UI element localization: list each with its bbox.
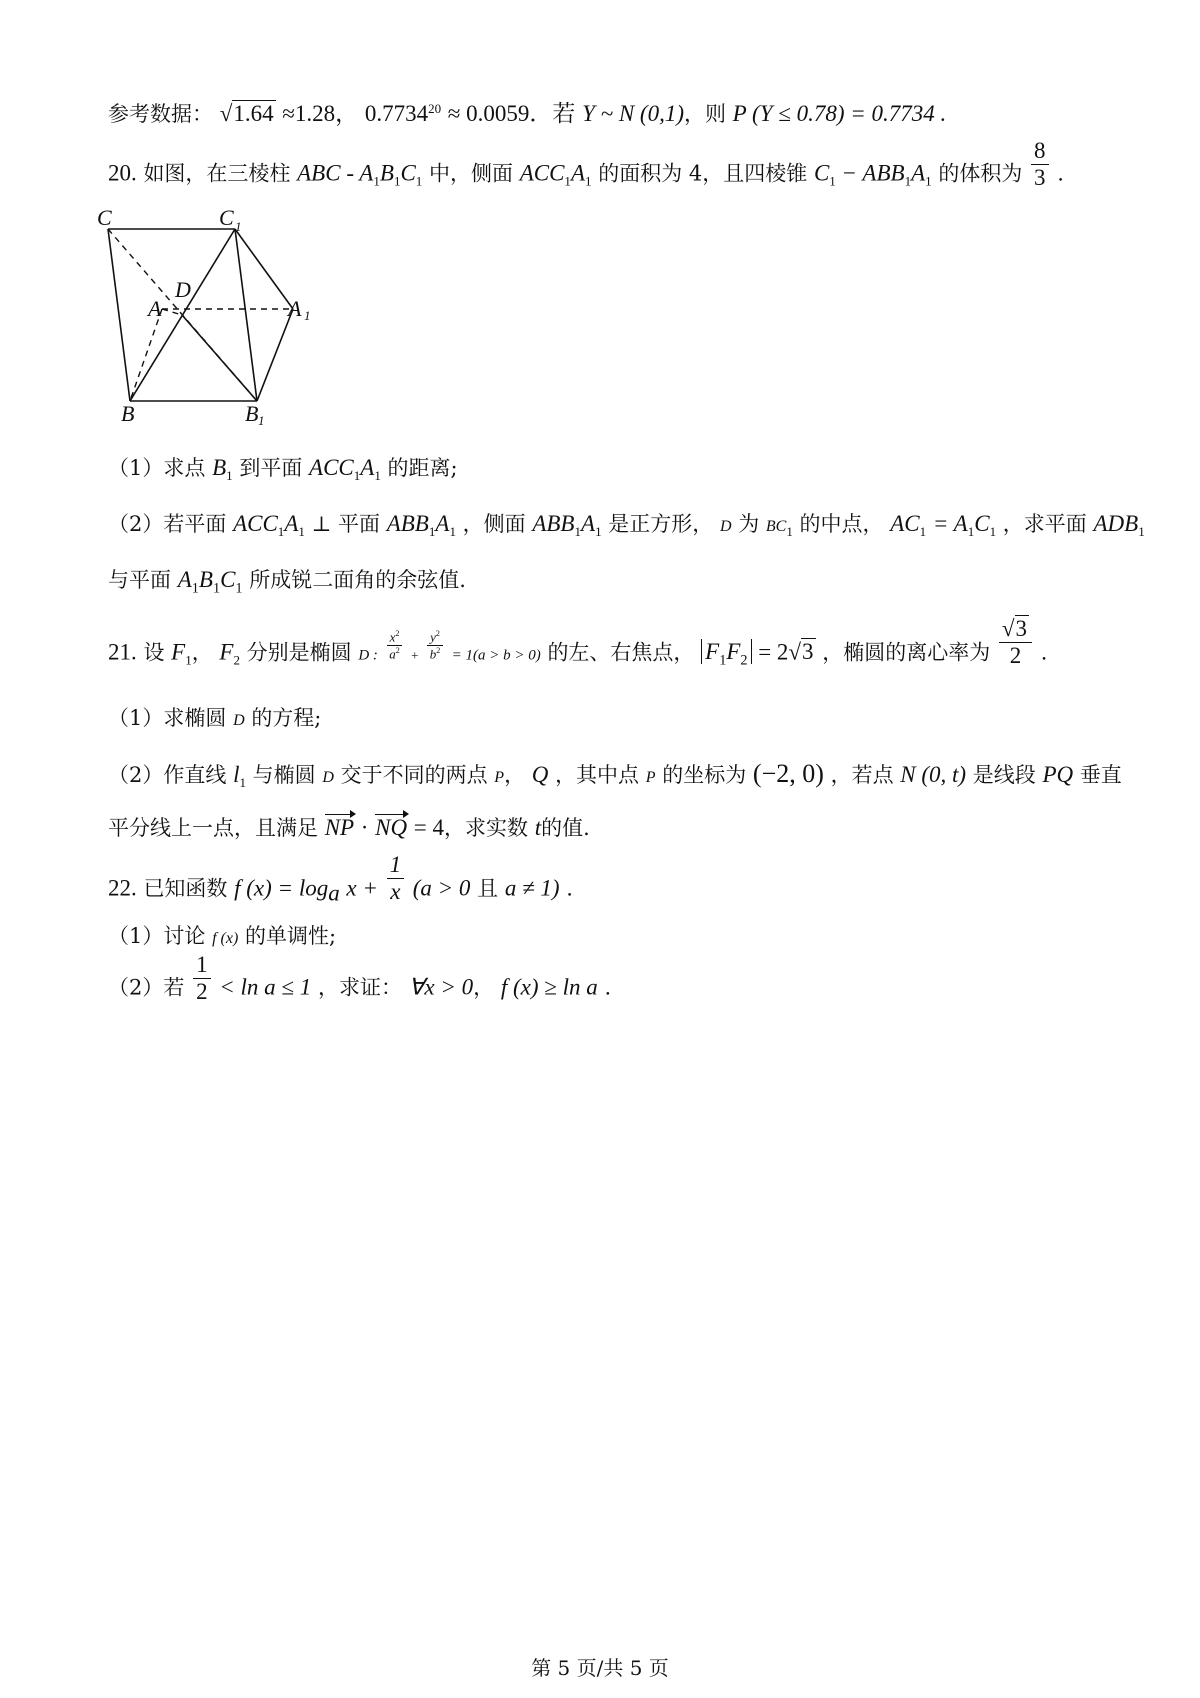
label-c1-sub: 1 [235,219,242,234]
sqrt3: 3 [802,639,814,665]
label-a1: A [288,296,302,321]
sub: 1 [235,580,243,597]
q21-p2-t6: ，若点 [830,763,894,787]
sub: 1 [277,524,285,540]
p2-t3: 是正方形， [608,512,714,536]
sub: 1 [829,173,836,189]
q21-t4: 的左、右焦点， [547,640,695,665]
reference-data-line [108,100,946,128]
perp: ⊥ 平面 [311,512,381,536]
one-half [193,952,211,1006]
q21-p2-t8: 垂直 [1079,763,1122,787]
label-a1-sub: 1 [304,308,311,323]
period: . [1040,640,1048,665]
label-d: D [175,277,191,302]
focus-f2: F [219,639,234,665]
forall: ∀x > 0 [408,974,474,1000]
sub-2: 2 [233,652,240,668]
q21-p2-t5: 的坐标为 [662,763,747,787]
sub: 1 [786,524,793,540]
approx-1: ≈1.28， [282,101,359,126]
label-a: A [148,296,162,321]
p1-mid: 到平面 [239,456,303,480]
face-a: A [570,160,585,186]
sub: 1 [428,524,436,540]
eq-lhs: AC [890,511,920,536]
sub: 1 [585,173,592,189]
q20-statement [108,138,1064,192]
e-den: 2 [1009,643,1022,669]
label-b: B [121,401,135,426]
probability: P (Y ≤ 0.78) = 0.7734 . [732,101,947,126]
function-f: f (x) = log [234,875,329,901]
point-b1: B [212,455,227,480]
point-p-2: P [645,769,656,786]
q21-p2-t3: 交于不同的两点 [340,763,488,787]
q22-p1: （1）讨论 [108,924,206,948]
cond-1: (a > 0 [412,875,471,901]
point-n: N (0, t) [900,762,967,787]
log-base: a [328,880,340,906]
fx: f (x) [212,930,239,947]
q22-t1: 已知函数 [143,876,228,901]
distribution: Y ~ N (0,1) [582,101,684,126]
approx-2: ≈ 0.0059．若 [447,101,576,126]
eq4: = 4 [413,815,444,840]
comma: ， [504,763,526,787]
sub: 1 [212,580,221,597]
sub: 1 [298,524,305,540]
x-over-a: $\frac{x^2}{a^2}$ [387,629,403,663]
frac-den: 2 [196,979,208,1005]
ellipse-condition: = 1(a > b > 0) [451,647,541,664]
sqrt-arg: 1.64 [233,101,274,126]
q21-p1-end: 的方程; [251,706,322,730]
q21-p2-t4: ，其中点 [555,763,640,787]
cond-2: a ≠ 1) [504,875,560,901]
sub: 1 [374,468,381,484]
edge-cb [108,229,130,401]
q21-line2c: 的值. [541,816,590,840]
power-exp: 20 [428,101,442,116]
q20-number: 20. [108,160,137,186]
q22-part1 [108,924,336,949]
q21-p2-lead: （2）作直线 [108,763,227,787]
q21-t1: 设 [143,640,165,665]
x: x [389,629,396,645]
q22-p2: （2）若 [108,975,185,1000]
var-t: t [534,815,542,840]
q21-p2-t7: 是线段 [972,763,1036,787]
p1-end: 的距离; [387,456,458,480]
prism-name: ABC - A [297,160,374,186]
q21-part2-line2 [108,814,590,842]
q21-t2: ， [191,640,213,665]
sub: 1 [595,524,602,540]
f1: F [705,639,720,665]
comma: ， [473,975,495,1000]
frac-num: 1 [193,952,211,979]
segment-bc1: BC [765,518,787,535]
sub-2: 2 [740,653,748,670]
focus-f1: F [171,639,186,665]
edge-ad-dashed [162,309,182,315]
p2-line2b: 所成锐二面角的余弦值. [249,568,466,592]
sub: 1 [449,524,456,540]
p2-lead: （2）若平面 [108,512,227,536]
face2b-a: A [581,511,596,536]
q21-line2b: ，求实数 [444,816,528,840]
inequality: < ln a ≤ 1 [219,974,312,1000]
ellipse-name: D : [358,647,378,664]
sub: 1 [925,173,932,189]
y-over-b: $\frac{y^2}{b^2}$ [427,629,443,663]
q21-statement: 21. 设 $F_1$， $F_2$ 分别是椭圆 D : $\frac{x^2}{a^2}$ + $\frac{y^2}{b^2}$ = 1(a > b > 0) 的左、右焦点， $F_1F_2 = 2√3$ ，椭圆的离心率为 $\frac{√3}{2}$ . [108,616,1048,670]
a: a [389,646,396,662]
q20-text-2: 中，侧面 [429,161,513,186]
sub: 1 [564,173,571,189]
label-c1: C [219,205,234,230]
focal-distance: $F_1F_2$ [701,639,751,664]
vector-np: NP [324,815,355,840]
frac-den: 3 [1034,165,1046,191]
label-b1: B [245,401,259,426]
sub: 1 [904,173,912,189]
p1-face-a: A [360,455,375,480]
sub: 1 [415,173,423,189]
p2-t2: ，侧面 [462,512,526,536]
p2-t4: 为 [738,512,760,536]
one-over-x [387,852,405,906]
sub: 1 [191,580,199,597]
sub: 1 [353,468,361,484]
eccentricity: $\frac{√3}{2}$ [999,616,1032,670]
q22-part2 [108,952,612,1006]
prism-figure [95,205,365,450]
q20-part2-line1 [108,510,1145,540]
face-abb1a1: ABB [386,511,429,536]
edge-a1b1 [257,309,293,401]
prove: ，求证： [317,975,402,1000]
p2-t5: 的中点， [799,512,884,536]
q20-text-1: 如图，在三棱柱 [143,161,291,186]
eq-rhs-c: C [974,511,990,536]
sub: 1 [574,524,581,540]
period: . [1057,161,1064,186]
b: b [429,646,437,662]
q21-t5: ，椭圆的离心率为 [822,640,991,665]
p1-lead: （1）求点 [108,456,206,480]
p2-t6: ，求平面 [1002,512,1087,536]
q21-number: 21. [108,639,137,665]
frac-num: 8 [1031,138,1049,165]
period: . [566,876,573,901]
pyramid-apex: C [813,160,830,186]
power-base: 0.7734 [364,101,429,126]
face-acc1a1: ACC [519,160,565,186]
sub: 1 [919,524,927,540]
label-b1-sub: 1 [258,413,265,428]
point-d: D [719,518,732,535]
face-abb1a1-2: ABB [532,511,575,536]
p2-face-a: A [284,511,299,536]
p2-face: ACC [233,511,278,536]
q20-text-4: 的体积为 [938,161,1023,186]
sub: 1 [967,524,975,540]
x-plus: x + [346,875,378,901]
prism-b: B [379,160,394,186]
face2-a: A [435,511,450,536]
p2-line2a: 与平面 [108,568,171,592]
focal-value: = 2 [758,639,789,665]
sqrt-expression: √1.64 [219,101,274,126]
q22-p1-end: 的单调性; [244,924,337,948]
q20-part2-line2 [108,566,466,598]
ellipse-d-2: D [322,769,334,786]
q20-text-3: 的面积为 4，且四棱锥 [598,161,808,186]
frac-den: x [390,879,401,905]
period: . [604,975,612,1000]
sub: 1 [719,653,727,670]
e-num: 3 [1015,616,1028,641]
prism-c: C [400,160,416,186]
label-c: C [97,205,112,230]
volume-fraction [1031,138,1049,192]
plus: + [411,647,419,663]
q21-part2-line1 [108,758,1122,791]
coord: (−2, 0) [752,759,824,788]
sub: 1 [226,468,233,484]
line-l1: l [233,762,240,787]
sub: 1 [185,652,192,668]
plane-adb1: ADB [1093,511,1139,536]
frac-num: 1 [387,852,405,879]
point-p: P [494,769,505,786]
q21-part1 [108,706,321,731]
q20-part1 [108,454,458,484]
pyramid-a: A [911,160,926,186]
then-text: ，则 [683,102,726,126]
dot: · [360,815,369,840]
ref-label: 参考数据： [108,102,213,126]
point-q: Q [531,762,549,787]
sub: 1 [239,775,246,791]
ellipse-d: D [233,712,245,729]
segment-pq: PQ [1042,762,1074,787]
q21-t3: 分别是椭圆 [246,640,352,665]
sub: 1 [989,524,997,540]
sub: 1 [1138,524,1145,540]
y: y [430,629,436,645]
q22-number: 22. [108,875,137,901]
sub: 1 [393,173,401,189]
and: 且 [477,876,499,901]
goal: f (x) ≥ ln a [500,974,598,1000]
q21-p1: （1）求椭圆 [108,706,227,730]
pyramid-base: − ABB [835,160,905,186]
plane-a1b1c1: $A_1B_1C_1$ [177,567,243,597]
vector-nq: NQ [375,815,408,840]
q21-line2a: 平分线上一点，且满足 [108,816,318,840]
page-footer: 第 5 页/共 5 页 [531,1656,669,1680]
q22-statement [108,852,573,907]
eq-rhs: = A [932,511,968,536]
q21-p2-t2: 与椭圆 [252,763,316,787]
p1-face: ACC [309,455,354,480]
sub: 1 [373,173,380,189]
